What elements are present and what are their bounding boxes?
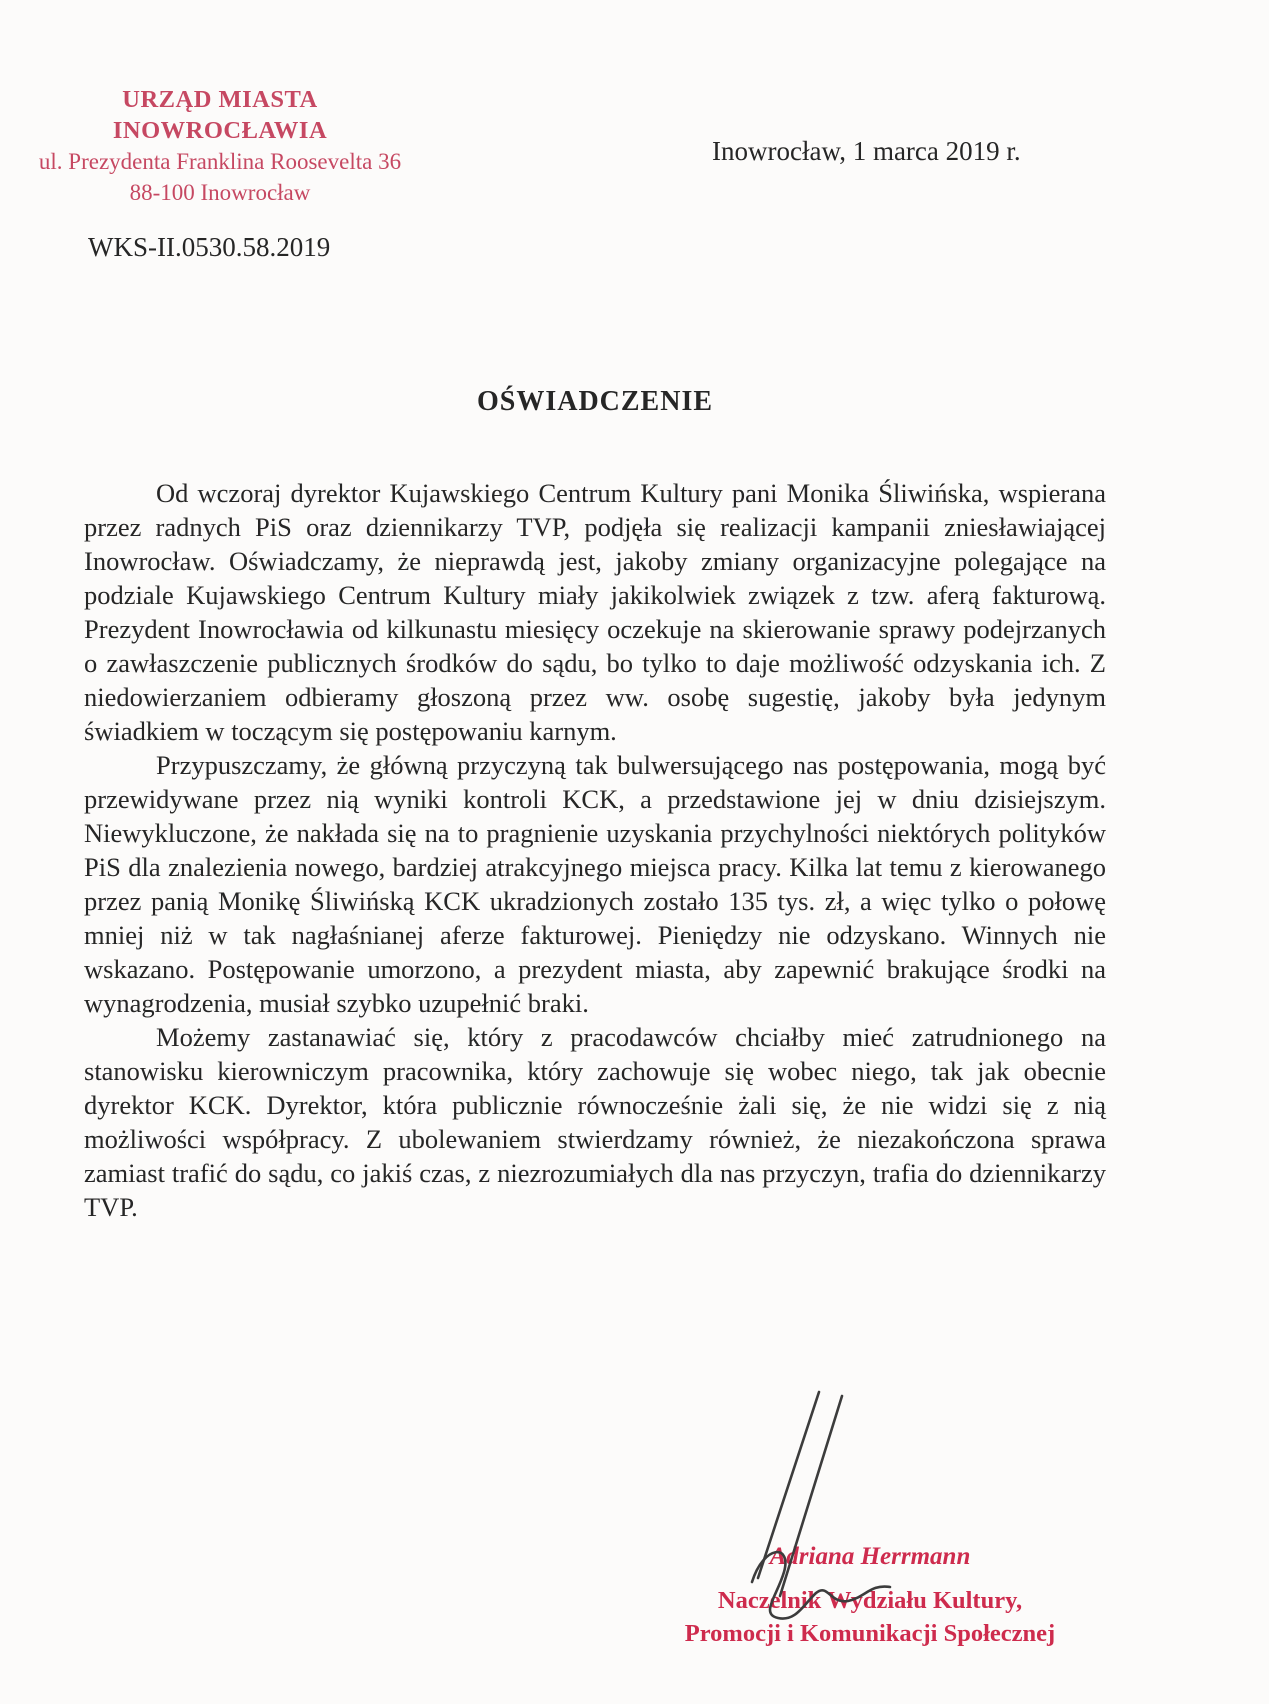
reference-number: WKS-II.0530.58.2019 <box>88 232 331 262</box>
sender-stamp-city: 88-100 Inowrocław <box>129 180 311 205</box>
signer-title-line2: Promocji i Komunikacji Społecznej <box>684 1620 1056 1647</box>
signature-block <box>655 1543 1085 1650</box>
paragraph-2: Przypuszczamy, że główną przyczyną tak bulwersującego nas postępowania, mogą być przewidywane przez nią wyniki kontroli KCK, a przedstawione jej w dniu dzisiejszym. Niewykluczone, że nakłada się na to pragnienie uzyskania przychylności niektórych polityków PiS dla znalezienia nowego, bardziej atrakcyjnego miejsca pracy. Kilka lat temu z kierowanego przez panią Monikę Śliwińską KCK ukradzionych zostało 135 tys. zł, a więc tylko o połowę mniej niż w tak nagłaśnianej aferze fakturowej. Pieniędzy nie odzyskano. Winnych nie wskazano. Postępowanie umorzono, a prezydent miasta, aby zapewnić brakujące środki na wynagrodzenia, musiał szybko uzupełnić braki. <box>84 750 1106 1018</box>
signer-name: Adriana Herrmann <box>769 1543 971 1570</box>
signer-title-line1: Naczelnik Wydziału Kultury, <box>717 1587 1023 1614</box>
paragraph-1: Od wczoraj dyrektor Kujawskiego Centrum Kultury pani Monika Śliwińska, wspierana przez radnych PiS oraz dziennikarzy TVP, podjęła się realizacji kampanii zniesławiającej Inowrocław. Oświadczamy, że nieprawdą jest, jakoby zmiany organizacyjne polegające na podziale Kujawskiego Centrum Kultury miały jakikolwiek związek z tzw. aferą fakturową. Prezydent Inowrocławia od kilkunastu miesięcy oczekuje na skierowanie sprawy podejrzanych o zawłaszczenie publicznych środków do sądu, bo tylko to daje możliwość odzyskania ich. Z niedowierzaniem odbieramy głoszoną przez ww. osobę sugestię, jakoby była jedynym świadkiem w toczącym się postępowaniu karnym. <box>84 478 1106 746</box>
sender-stamp-street: ul. Prezydenta Franklina Roosevelta 36 <box>38 149 402 174</box>
date-line: Inowrocław, 1 marca 2019 r. <box>712 136 1021 166</box>
sender-stamp-name: URZĄD MIASTA INOWROCŁAWIA <box>112 86 328 144</box>
document-body <box>84 476 1106 1224</box>
document-title: OŚWIADCZENIE <box>476 386 714 417</box>
paragraph-3: Możemy zastanawiać się, który z pracodawców chciałby mieć zatrudnionego na stanowisku kierowniczym pracownika, który zachowuje się wobec niego, tak jak obecnie dyrektor KCK. Dyrektor, która publicznie równocześnie żali się, że nie widzi się z nią możliwości współpracy. Z ubolewaniem stwierdzamy również, że niezakończona sprawa zamiast trafić do sądu, co jakiś czas, z niezrozumiałych dla nas przyczyn, trafia do dziennikarzy TVP. <box>84 1022 1106 1222</box>
sender-stamp <box>34 84 406 208</box>
